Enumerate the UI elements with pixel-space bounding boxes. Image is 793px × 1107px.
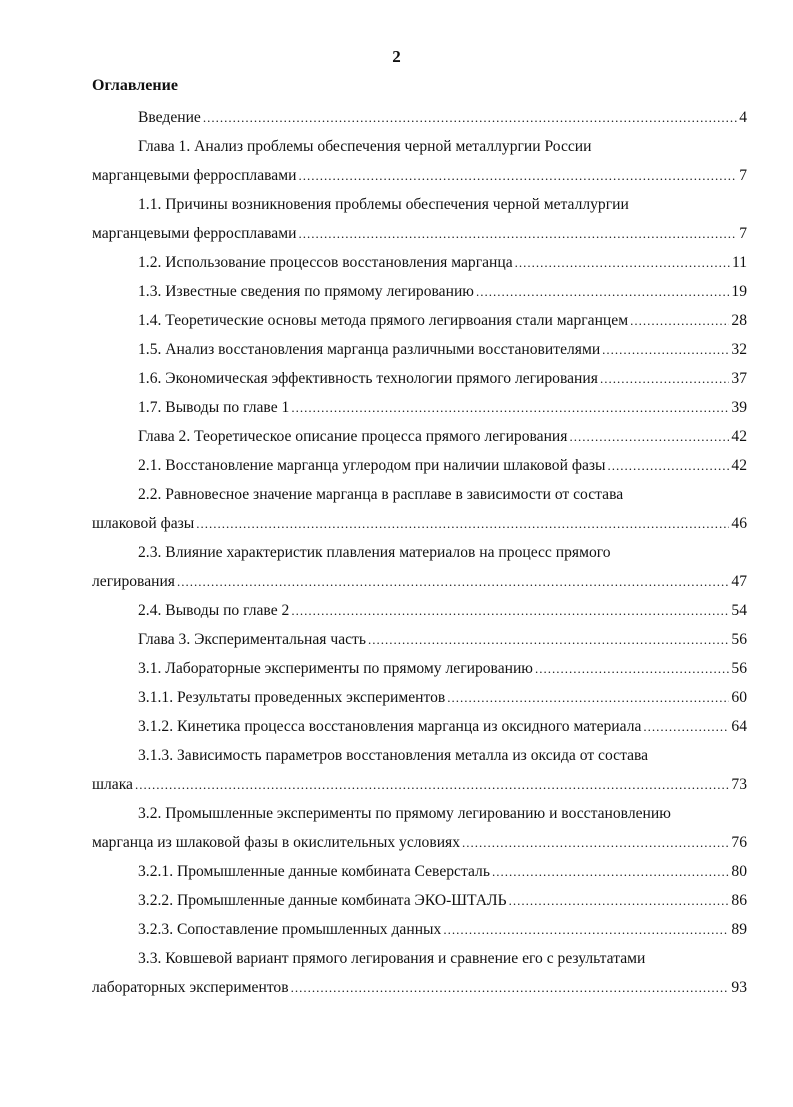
leader-dots bbox=[135, 770, 729, 799]
toc-entry-continuation[interactable] bbox=[92, 973, 747, 1002]
toc-entry-page: 47 bbox=[731, 573, 747, 590]
toc-entry-title: 2.3. Влияние характеристик плавления материалов на процесс прямого bbox=[138, 544, 611, 561]
toc-entry-page: 73 bbox=[731, 776, 747, 793]
leader-dots bbox=[291, 596, 729, 625]
toc-entry-continuation[interactable] bbox=[92, 770, 747, 799]
toc-entry[interactable] bbox=[92, 306, 747, 335]
toc-entry-page: 56 bbox=[731, 660, 747, 677]
toc-entry-title: 3.2.1. Промышленные данные комбината Северсталь bbox=[138, 863, 490, 880]
toc-heading: Оглавление bbox=[92, 77, 178, 94]
toc-entry-title: Глава 2. Теоретическое описание процесса прямого легирования bbox=[138, 428, 568, 445]
toc-entry-page: 56 bbox=[731, 631, 747, 648]
toc-entry[interactable] bbox=[92, 654, 747, 683]
toc-entry[interactable] bbox=[92, 364, 747, 393]
toc-entry-page: 42 bbox=[731, 428, 747, 445]
toc-entry-title: 2.4. Выводы по главе 2 bbox=[138, 602, 290, 619]
toc-entry-title: Глава 3. Экспериментальная часть bbox=[138, 631, 366, 648]
toc-entry-continuation[interactable] bbox=[92, 567, 747, 596]
toc-entry-page: 86 bbox=[731, 892, 747, 909]
toc-entry-title: 3.2. Промышленные эксперименты по прямому легированию и восстановлению bbox=[138, 805, 671, 822]
toc-entry-continuation[interactable] bbox=[92, 509, 747, 538]
toc-entry[interactable] bbox=[92, 451, 747, 480]
toc-entry-title: 1.1. Причины возникновения проблемы обеспечения черной металлургии bbox=[138, 196, 629, 213]
toc-entry[interactable] bbox=[92, 915, 747, 944]
toc-entry-title-cont: шлака bbox=[92, 776, 133, 793]
toc-entry-page: 93 bbox=[731, 979, 747, 996]
toc-entry[interactable] bbox=[92, 248, 747, 277]
toc-entry[interactable] bbox=[92, 335, 747, 364]
toc-entry-title: 3.2.3. Сопоставление промышленных данных bbox=[138, 921, 442, 938]
toc-entry-title: 2.1. Восстановление марганца углеродом при наличии шлаковой фазы bbox=[138, 457, 606, 474]
toc-entry-title: 1.7. Выводы по главе 1 bbox=[138, 399, 290, 416]
toc-entry[interactable] bbox=[92, 683, 747, 712]
toc-entry-page: 64 bbox=[731, 718, 747, 735]
toc-entry-title: 3.1.1. Результаты проведенных экспериментов bbox=[138, 689, 446, 706]
leader-dots bbox=[608, 451, 730, 480]
toc-entry-page: 80 bbox=[731, 863, 747, 880]
toc-entry[interactable] bbox=[92, 103, 747, 132]
leader-dots bbox=[368, 625, 729, 654]
toc-entry[interactable] bbox=[92, 538, 747, 567]
toc-entry[interactable] bbox=[92, 277, 747, 306]
leader-dots bbox=[630, 306, 729, 335]
leader-dots bbox=[298, 219, 737, 248]
leader-dots bbox=[600, 364, 729, 393]
toc-entry-page: 37 bbox=[731, 370, 747, 387]
toc-entry-continuation[interactable] bbox=[92, 219, 747, 248]
toc-entry-title: Введение bbox=[138, 109, 201, 126]
toc-entry-page: 76 bbox=[731, 834, 747, 851]
toc-entry-title: 1.3. Известные сведения по прямому легированию bbox=[138, 283, 474, 300]
toc-entry-title: 3.1.3. Зависимость параметров восстановления металла из оксида от состава bbox=[138, 747, 649, 764]
toc-entry[interactable] bbox=[92, 596, 747, 625]
toc-entry-page: 7 bbox=[739, 167, 747, 184]
toc-entry[interactable] bbox=[92, 799, 747, 828]
toc-entry-title: 3.2.2. Промышленные данные комбината ЭКО-ШТАЛЬ bbox=[138, 892, 507, 909]
toc-entry-page: 11 bbox=[731, 254, 747, 271]
leader-dots bbox=[476, 277, 729, 306]
toc-entry-page: 4 bbox=[739, 109, 747, 126]
toc-entry-title-cont: шлаковой фазы bbox=[92, 515, 195, 532]
toc-entry[interactable] bbox=[92, 190, 747, 219]
toc-entry[interactable] bbox=[92, 132, 747, 161]
toc-entry[interactable] bbox=[92, 625, 747, 654]
toc-entry[interactable] bbox=[92, 393, 747, 422]
table-of-contents bbox=[92, 103, 747, 1002]
toc-entry-title: 1.2. Использование процессов восстановления марганца bbox=[138, 254, 513, 271]
leader-dots bbox=[203, 103, 737, 132]
toc-entry-page: 42 bbox=[731, 457, 747, 474]
leader-dots bbox=[291, 393, 729, 422]
toc-entry-title: 3.1. Лабораторные эксперименты по прямому легированию bbox=[138, 660, 533, 677]
leader-dots bbox=[492, 857, 729, 886]
leader-dots bbox=[643, 712, 729, 741]
toc-entry-title-cont: легирования bbox=[92, 573, 175, 590]
leader-dots bbox=[535, 654, 729, 683]
toc-entry-page: 28 bbox=[731, 312, 747, 329]
toc-entry[interactable] bbox=[92, 480, 747, 509]
leader-dots bbox=[462, 828, 729, 857]
toc-entry-page: 54 bbox=[731, 602, 747, 619]
leader-dots bbox=[447, 683, 729, 712]
toc-entry-continuation[interactable] bbox=[92, 161, 747, 190]
leader-dots bbox=[177, 567, 729, 596]
toc-entry-page: 46 bbox=[731, 515, 747, 532]
toc-entry[interactable] bbox=[92, 422, 747, 451]
toc-entry-page: 19 bbox=[731, 283, 747, 300]
toc-entry-page: 39 bbox=[731, 399, 747, 416]
leader-dots bbox=[291, 973, 730, 1002]
leader-dots bbox=[509, 886, 730, 915]
toc-entry-page: 60 bbox=[731, 689, 747, 706]
toc-entry-title: 1.5. Анализ восстановления марганца различными восстановителями bbox=[138, 341, 601, 358]
toc-entry[interactable] bbox=[92, 741, 747, 770]
toc-entry-title: 2.2. Равновесное значение марганца в расплаве в зависимости от состава bbox=[138, 486, 624, 503]
leader-dots bbox=[196, 509, 729, 538]
toc-entry-continuation[interactable] bbox=[92, 828, 747, 857]
toc-entry-title: 3.1.2. Кинетика процесса восстановления марганца из оксидного материала bbox=[138, 718, 642, 735]
toc-entry-title-cont: лабораторных экспериментов bbox=[92, 979, 289, 996]
leader-dots bbox=[569, 422, 729, 451]
toc-entry-page: 32 bbox=[731, 341, 747, 358]
leader-dots bbox=[515, 248, 730, 277]
toc-entry[interactable] bbox=[92, 944, 747, 973]
leader-dots bbox=[602, 335, 729, 364]
toc-entry-page: 89 bbox=[731, 921, 747, 938]
toc-entry-title: 1.6. Экономическая эффективность технологии прямого легирования bbox=[138, 370, 598, 387]
toc-entry-title: 3.3. Ковшевой вариант прямого легирования и сравнение его с результатами bbox=[138, 950, 646, 967]
toc-entry[interactable] bbox=[92, 857, 747, 886]
toc-entry-title: 1.4. Теоретические основы метода прямого легирвоания стали марганцем bbox=[138, 312, 629, 329]
toc-entry-title: Глава 1. Анализ проблемы обеспечения черной металлургии России bbox=[138, 138, 592, 155]
toc-entry-page: 7 bbox=[739, 225, 747, 242]
toc-entry[interactable] bbox=[92, 886, 747, 915]
leader-dots bbox=[298, 161, 737, 190]
toc-entry-title-cont: марганца из шлаковой фазы в окислительных условиях bbox=[92, 834, 461, 851]
toc-entry-title-cont: марганцевыми ферросплавами bbox=[92, 167, 297, 184]
toc-entry-title-cont: марганцевыми ферросплавами bbox=[92, 225, 297, 242]
toc-entry[interactable] bbox=[92, 712, 747, 741]
leader-dots bbox=[443, 915, 729, 944]
page-number: 2 bbox=[392, 47, 401, 66]
